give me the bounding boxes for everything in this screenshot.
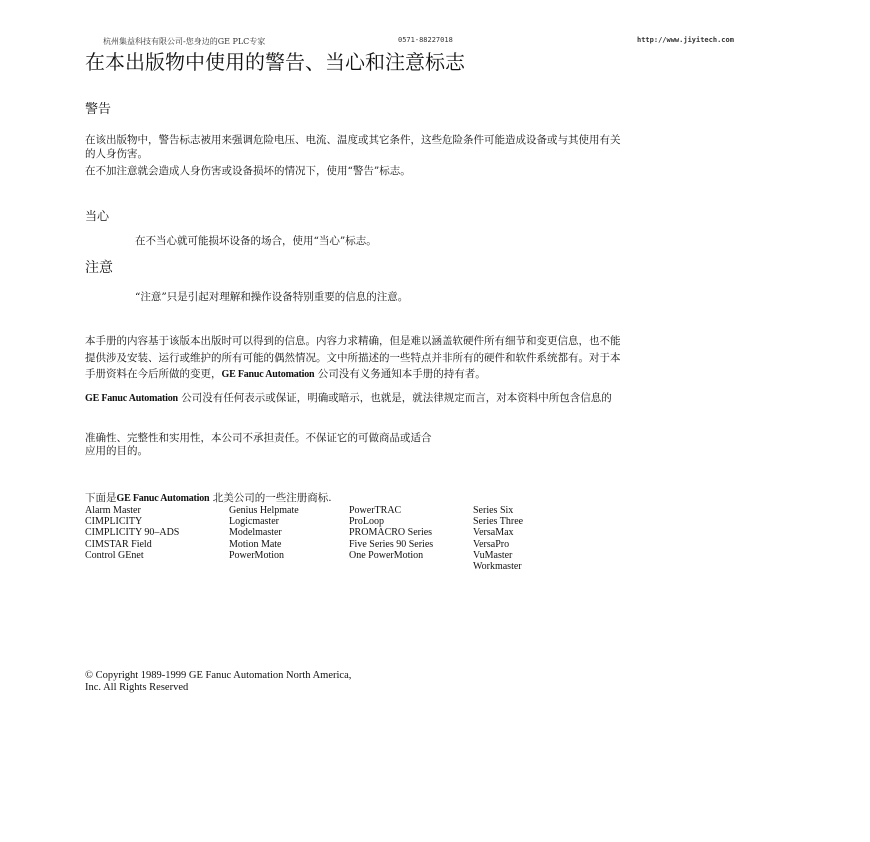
caution-heading: 当心 <box>85 209 110 223</box>
trademark-item: CIMPLICITY <box>85 516 143 528</box>
trademark-item: PowerTRAC <box>349 505 402 516</box>
trademark-item: VersaPro <box>473 538 510 550</box>
note-text: “注意”只是引起对理解和操作设备特别重要的信息的注意。 <box>135 291 409 303</box>
trademark-column-2 <box>229 505 299 561</box>
trademark-item: ProLoop <box>349 516 384 528</box>
trademark-item: PowerMotion <box>229 549 284 561</box>
trademark-item: Alarm Master <box>85 505 141 516</box>
trademarks-intro-pre: 下面是 <box>85 492 117 504</box>
trademark-item: Control GEnet <box>85 549 144 561</box>
brand-name: GE Fanuc Automation <box>116 493 210 504</box>
warning-line-1: 在该出版物中，警告标志被用来强调危险电压、电流、温度或其它条件，这些危险条件可能造成设备或与其使用有关 <box>85 134 621 146</box>
trademarks-intro-post: 北美公司的一些注册商标. <box>209 492 332 504</box>
disclaimer-line-3-post: 公司没有义务通知本手册的持有者。 <box>314 368 486 380</box>
trademark-item: Logicmaster <box>229 516 279 528</box>
trademark-item: Series Six <box>473 505 514 516</box>
warning-line-2: 的人身伤害。 <box>85 148 148 160</box>
trademark-item: Motion Mate <box>229 538 282 550</box>
disclaimer-line-4 <box>85 390 612 405</box>
trademark-item: PROMACRO Series <box>349 527 433 539</box>
trademark-item: Modelmaster <box>229 527 282 539</box>
disclaimer-line-2: 提供涉及安装、运行或维护的所有可能的偶然情况。文中所描述的一些特点并非所有的硬件和软件系统都有。对于本 <box>85 352 621 364</box>
disclaimer-line-5: 准确性、完整性和实用性，本公司不承担责任。不保证它的可做商品或适合 <box>85 432 432 444</box>
disclaimer-line-3-pre: 手册资料在今后所做的变更， <box>85 368 222 380</box>
trademark-item: VersaMax <box>473 527 514 539</box>
disclaimer-line-4-post: 公司没有任何表示或保证，明确或暗示，也就是，就法律规定而言，对本资料中所包含信息的 <box>177 392 612 404</box>
brand-name: GE Fanuc Automation <box>85 393 178 404</box>
trademarks-intro <box>85 490 332 505</box>
trademark-item: Series Three <box>473 516 524 528</box>
trademark-item: CIMPLICITY 90–ADS <box>85 527 180 539</box>
trademark-column-1 <box>85 505 179 561</box>
disclaimer-line-3 <box>85 366 486 381</box>
header-company: 杭州集益科技有限公司-您身边的GE PLC专家 <box>103 37 266 46</box>
caution-text: 在不当心就可能损坏设备的场合，使用“当心”标志。 <box>135 235 377 247</box>
copyright-notice <box>85 670 485 694</box>
page-title: 在本出版物中使用的警告、当心和注意标志 <box>85 50 465 74</box>
copyright-line-1: © Copyright 1989-1999 GE Fanuc Automation North America, <box>85 670 352 681</box>
trademark-item: Workmaster <box>473 561 522 573</box>
trademark-column-3 <box>349 505 433 561</box>
trademark-item: CIMSTAR Field <box>85 538 152 550</box>
note-heading: 注意 <box>85 260 113 276</box>
header-phone: 0571-88227018 <box>398 36 453 44</box>
warning-heading: 警告 <box>85 102 112 117</box>
trademark-item: Genius Helpmate <box>229 505 299 516</box>
disclaimer-line-6: 应用的目的。 <box>85 445 148 457</box>
brand-name: GE Fanuc Automation <box>221 369 315 380</box>
trademark-column-4 <box>473 505 523 572</box>
trademark-item: One PowerMotion <box>349 549 424 561</box>
trademark-item: VuMaster <box>473 549 513 561</box>
copyright-line-2: Inc. All Rights Reserved <box>85 682 189 693</box>
header-url[interactable]: http://www.jiyitech.com <box>637 36 734 44</box>
trademark-item: Five Series 90 Series <box>349 538 434 550</box>
warning-line-3: 在不加注意就会造成人身伤害或设备损坏的情况下，使用“警告”标志。 <box>85 165 411 177</box>
disclaimer-line-1: 本手册的内容基于该版本出版时可以得到的信息。内容力求精确，但是难以涵盖软硬件所有细节和变更信息，也不能 <box>85 335 621 347</box>
